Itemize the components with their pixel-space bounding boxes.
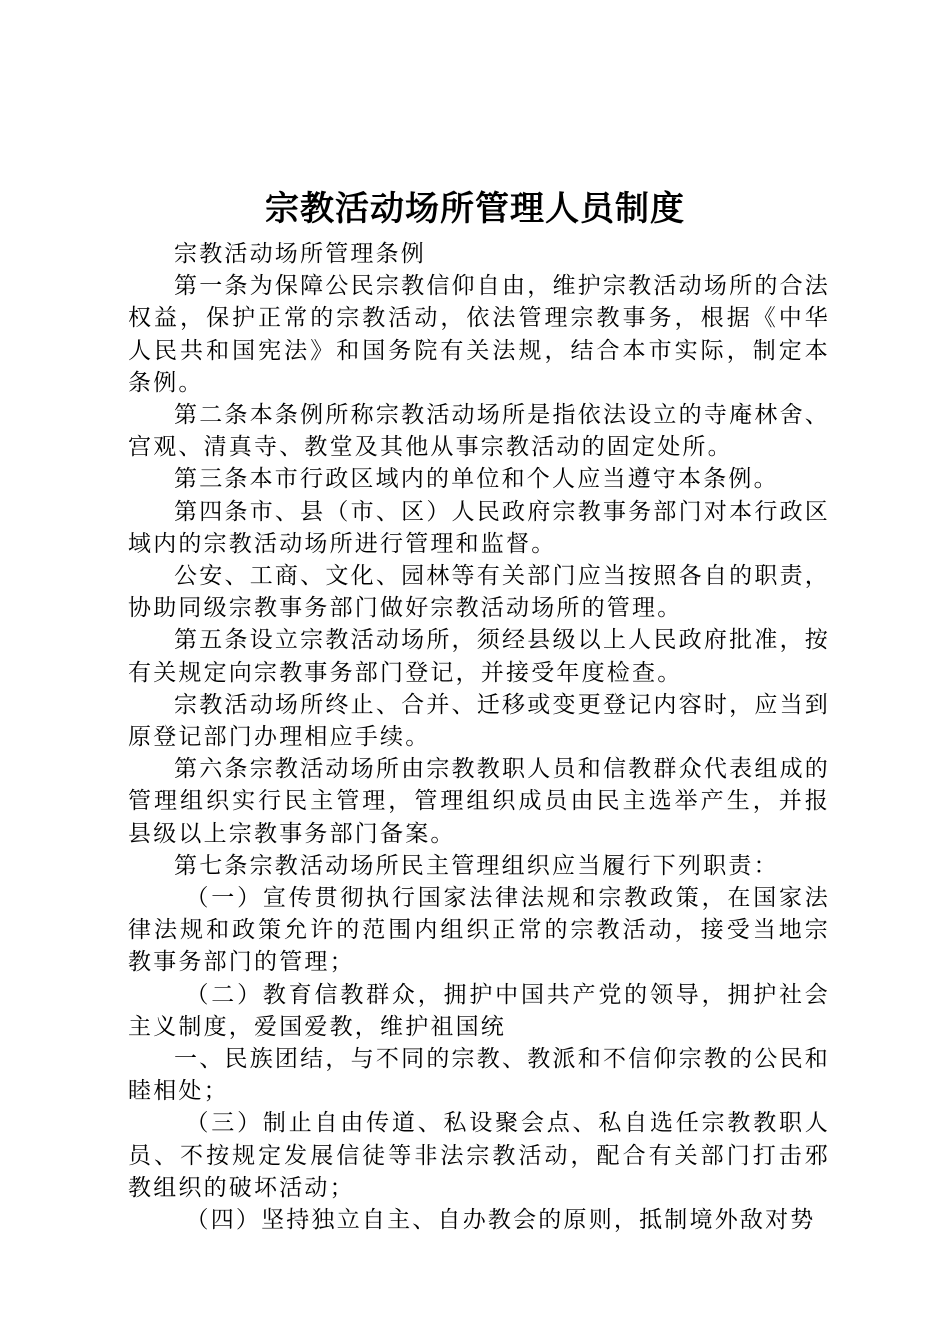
paragraph-article-4: 第四条市、县（市、区）人民政府宗教事务部门对本行政区域内的宗教活动场所进行管理和监督。 bbox=[128, 498, 830, 557]
document-body bbox=[128, 238, 830, 1236]
paragraph-article-7: 第七条宗教活动场所民主管理组织应当履行下列职责： bbox=[174, 852, 779, 879]
paragraph-article-6: 第六条宗教活动场所由宗教教职人员和信教群众代表组成的管理组织实行民主管理，管理组织成员由民主选举产生，并报县级以上宗教事务部门备案。 bbox=[128, 756, 830, 847]
paragraph-article-5: 第五条设立宗教活动场所，须经县级以上人民政府批准，按有关规定向宗教事务部门登记，并接受年度检查。 bbox=[128, 627, 830, 686]
paragraph-article-1: 第一条为保障公民宗教信仰自由，维护宗教活动场所的合法权益，保护正常的宗教活动，依法管理宗教事务，根据《中华人民共和国宪法》和国务院有关法规，结合本市实际，制定本条例。 bbox=[128, 273, 830, 396]
paragraph-article-2: 第二条本条例所称宗教活动场所是指依法设立的寺庵林舍、宫观、清真寺、教堂及其他从事宗教活动的固定处所。 bbox=[128, 402, 830, 461]
paragraph-item-1: （一）宣传贯彻执行国家法律法规和宗教政策，在国家法律法规和政策允许的范围内组织正常的宗教活动，接受当地宗教事务部门的管理； bbox=[128, 885, 830, 976]
paragraph-article-4-cont: 公安、工商、文化、园林等有关部门应当按照各自的职责，协助同级宗教事务部门做好宗教活动场所的管理。 bbox=[128, 563, 830, 622]
document-title: 宗教活动场所管理人员制度 bbox=[265, 189, 685, 229]
paragraph-item-3: （三）制止自由传道、私设聚会点、私自选任宗教教职人员、不按规定发展信徒等非法宗教活动，配合有关部门打击邪教组织的破坏活动； bbox=[128, 1110, 830, 1201]
paragraph-regulation-name: 宗教活动场所管理条例 bbox=[174, 241, 426, 267]
paragraph-item-2: （二）教育信教群众，拥护中国共产党的领导，拥护社会主义制度，爱国爱教，维护祖国统 bbox=[128, 981, 830, 1040]
paragraph-item-2-cont: 一、民族团结，与不同的宗教、教派和不信仰宗教的公民和睦相处； bbox=[128, 1046, 830, 1105]
paragraph-item-4: （四）坚持独立自主、自办教会的原则，抵制境外敌对势 bbox=[185, 1207, 816, 1234]
paragraph-article-5-cont: 宗教活动场所终止、合并、迁移或变更登记内容时，应当到原登记部门办理相应手续。 bbox=[128, 691, 830, 751]
paragraph-article-3: 第三条本市行政区域内的单位和个人应当遵守本条例。 bbox=[174, 466, 779, 493]
